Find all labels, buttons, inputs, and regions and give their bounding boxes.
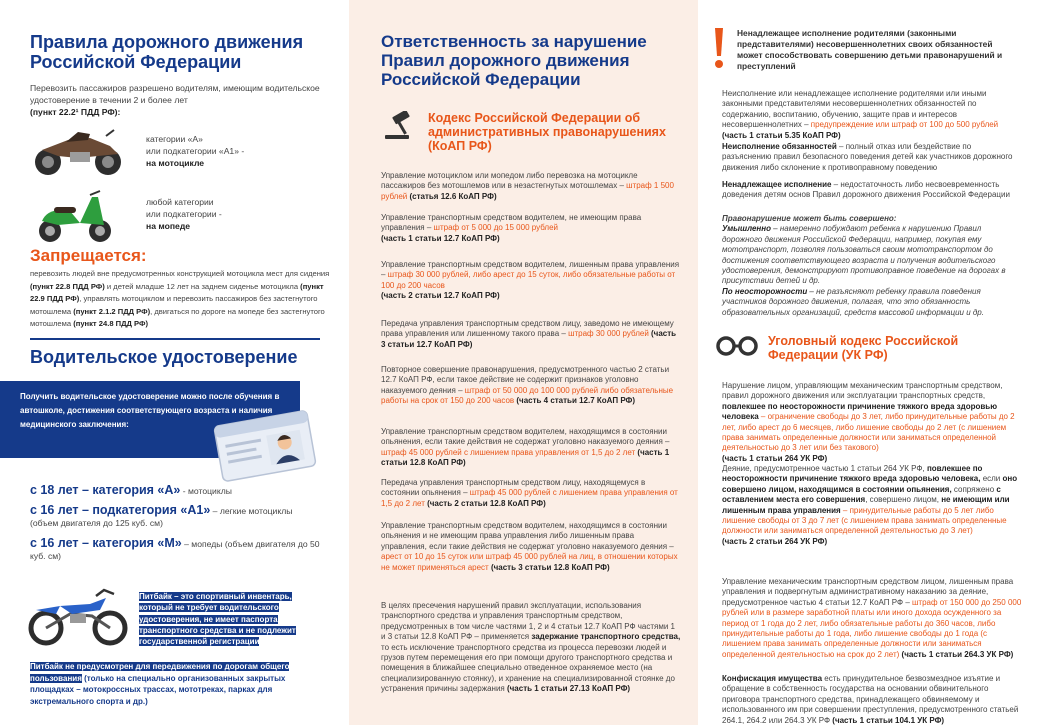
responsibility-title: Ответственность за нарушение Правил дорожного движения Российской Федерации — [381, 32, 647, 89]
koap-item-1: Управление мотоциклом или мопедом либо перевозка на мотоцикле пассажиров без мотошлемов или в незастегнутых мотошлемах – штраф 1 500 рублей (статья 12.6 КоАП РФ) — [381, 171, 674, 201]
forbidden-heading: Запрещается: — [30, 246, 147, 265]
category-a: с 18 лет – категория «А» - мотоциклы — [30, 483, 232, 497]
license-info-text: Получить водительское удостоверение можно после обучения в автошколе, достижения соответствующего возраста и наличия медицинского заключения: — [20, 392, 280, 429]
motorcycle-icon — [28, 122, 128, 178]
parent-duty-text: Неисполнение или ненадлежащее исполнение родителями или иными законными представителями несовершеннолетних обязанностей по содержанию, воспитанию, обучению, защите прав и интересов несовершеннолетних – предупреждение или штраф от 100 до 500 рублей (часть 1 статьи 5.35 КоАП РФ) — [722, 89, 999, 140]
koap-item-5: Повторное совершение правонарушения, предусмотренного частью 2 статьи 12.7 КоАП РФ, если такое действие не содержит признаков уголовно наказуемого деяния – штраф от 50 000 до 100 000 рублей либо обязательные работы на срок от 150 до 200 часов (часть 4 статьи 12.7 КоАП РФ) — [381, 365, 674, 406]
koap-heading: Кодекс Российской Федерации об административных правонарушениях (КоАП РФ) — [428, 111, 666, 153]
uk-item-3: Управление механическим транспортным средством лицом, лишенным права управления и подвергнутым административному наказанию за деяние, предусмотренное частью 4 статьи 12.7 КоАП РФ – штраф от 150 000 до 250 000 рублей или в размере заработной платы или иного дохода осужденного за период от 1 года до 2 лет, либо обязательные работы до 360 часов, либо принудительные работы до 1 года, либо лишение свободы до 1 года (с лишением права занимать определенные должности или заниматься определенной деятельностью на срок до 2 лет) (часть 1 статьи 264.3 УК РФ) — [722, 577, 1022, 659]
category-m: с 16 лет – категория «М» – мопеды (объем двигателя до 50 куб. см) — [30, 536, 320, 561]
pitbike-icon — [26, 584, 131, 646]
exclamation-icon — [712, 26, 726, 70]
koap-item-6: Управление транспортным средством водителем, находящимся в состоянии опьянения, если такие действия не содержат уголовно наказуемого деяния – штраф 45 000 рублей с лишением права управления от 1,5 до 2 лет (часть 1 статьи 12.8 КоАП РФ) — [381, 427, 670, 468]
category-a1: с 16 лет – подкатегория «А1» – легкие мотоциклы (объем двигателя до 125 куб. см) — [30, 503, 293, 528]
uk-item-2: Деяние, предусмотренное частью 1 статьи 264 УК РФ, повлекшее по неосторожности причинение тяжкого вреда здоровью человека, если оно совершено лицом, находящимся в состоянии опьянения, сопряжено с оставлением места его совершения, совершено лицом, не имеющим или лишенным права управления – принудительные работы до 5 лет либо лишение свободы от 3 до 7 лет (с лишением права занимать определенные должности или заниматься определенной деятельностью до 3 лет) (часть 2 статьи 264 УК РФ) — [722, 464, 1018, 546]
koap-item-4: Передача управления транспортным средством лицу, заведомо не имеющему права управления или лишенному такого права – штраф 30 000 рублей (часть 3 статьи 12.7 КоАП РФ) — [381, 319, 677, 349]
koap-item-9: В целях пресечения нарушений правил эксплуатации, использования транспортного средства и управления транспортным средством, предусмотренных в том числе частями 1, 2 и 4 статьи 12.7 КоАП РФ частями 1 и 3 статьи 12.8 КоАП РФ – применяется задержание транспортного средства, то есть исключение транспортного средства из процесса перевозки людей и грузов путем перемещения его при помощи другого транспортного средства и помещения в ближайшее специально отведенное охраняемое место (на специализированную стоянку), и хранение на специализированной стоянке до устранения причины задержания (часть 1 статьи 27.13 КоАП РФ) — [381, 601, 681, 694]
uk-heading: Уголовный кодекс Российской Федерации (УК РФ) — [768, 334, 959, 362]
koap-item-7: Передача управления транспортным средством лицу, находящемуся в состоянии опьянения – штраф 45 000 рублей с лишением права управления от 1,5 до 2 лет (часть 2 статьи 12.8 КоАП РФ) — [381, 478, 678, 508]
handcuffs-icon — [715, 334, 759, 358]
pitbike-definition: Питбайк – это спортивный инвентарь, который не требует водительского удостоверения, не имеет паспорта транспортного средства и не подлежит государственной регистрации — [139, 592, 296, 647]
license-title: Водительское удостоверение — [30, 347, 298, 367]
offense-forms: Правонарушение может быть совершено: Умышленно – намеренно побуждают ребенка к нарушению Правил дорожного движения Российской Федерации, например, покупая ему мототранспорт, позволяя пользоваться своим мототранспортом до достижения соответствующего возраста и получения водительского удостоверения, демонстрируют противоправное поведение на дорогах в присутствии детей и др. По неосторожности – не разъясняют ребенку правила поведения участников дорожного движения, полагая, что это обязанность образовательных организаций, средств массовой информации и др. — [722, 214, 1006, 317]
scooter-icon — [34, 185, 116, 245]
improper-performance-text: Ненадлежащее исполнение – недостаточность либо несвоевременность доведения детям основ Правил дорожного движения Российской Федерации — [722, 180, 1010, 200]
motorcycle-text: категории «А» или подкатегории «А1» - на мотоцикле — [146, 134, 245, 168]
intro-text: Перевозить пассажиров разрешено водителям, имеющим водительское удостоверение в течении 2 и более лет (пункт 22.2¹ ПДД РФ): — [30, 83, 320, 117]
koap-item-8: Управление транспортным средством водителем, находящимся в состоянии опьянения и не имеющим права управления либо лишенным права управления, если такие действия не содержат уголовно наказуемого деяния – арест от 10 до 15 суток или штраф 45 000 рублей на лиц, в отношении которых не может применяться арест (часть 3 статьи 12.8 КоАП РФ) — [381, 521, 678, 572]
uk-item-1: Нарушение лицом, управляющим механическим транспортным средством, правил дорожного движения или эксплуатации транспортных средств, повлекшее по неосторожности причинение тяжкого вреда здоровью человека – ограничение свободы до 3 лет, либо принудительные работы до 2 лет, либо арест до 6 месяцев, либо лишение свободы до 2 лет (с лишением права занимать определенные должности или заниматься определенной деятельностью до 3 лет или без такового) (часть 1 статьи 264 УК РФ) — [722, 381, 1015, 463]
uk-item-4: Конфискация имущества есть принудительное безвозмездное изъятие и обращение в собственность государства на основании обвинительного приговора транспортного средства, принадлежащего обвиняемому и использованного им при совершении преступления, предусмотренного статьей 264.1, 264.2 или 264.3 УК РФ (часть 1 статьи 104.1 УК РФ) — [722, 674, 1019, 725]
non-performance-text: Неисполнение обязанностей – полный отказ или бездействие по разъяснению правил безопасного поведения детей как участников дорожного движения либо склонение к противоправному поведению — [722, 142, 1013, 172]
koap-item-2: Управление транспортным средством водителем, не имеющим права управления – штраф от 5 000 до 15 000 рублей (часть 1 статьи 12.7 КоАП РФ) — [381, 213, 642, 243]
moped-text: любой категории или подкатегории - на мопеде — [146, 197, 222, 231]
divider — [30, 338, 320, 340]
pitbike-note: Питбайк не предусмотрен для передвижения по дорогам общего пользования (только на специально организованных закрытых площадках – мотокроссных трассах, мототреках, парках для экстремального спорта и др.) — [30, 662, 290, 706]
gavel-icon — [381, 111, 421, 141]
license-card-icon — [210, 410, 320, 482]
warning-heading: Ненадлежащее исполнение родителями (законными представителями) несовершеннолетних своих обязанностей может способствовать совершению детьми правонарушений и преступлений — [737, 28, 1003, 71]
forbidden-text: перевозить людей вне предусмотренных конструкцией мотоцикла мест для сидения (пункт 22.8 ПДД РФ) и детей младше 12 лет на заднем сиденье мотоцикла (пункт 22.9 ПДД РФ), управлять мотоциклом и перевозить пассажиров без застегнутого мотошлема (пункт 2.1.2 ПДД РФ), двигаться по дороге на мопеде без застегнутого мотошлема (пункт 24.8 ПДД РФ) — [30, 269, 330, 328]
page-title: Правила дорожного движения Российской Федерации — [30, 32, 304, 72]
koap-item-3: Управление транспортным средством водителем, лишенным права управления – штраф 30 000 рублей, либо арест до 15 суток, либо обязательные работы от 100 до 200 часов (часть 2 статьи 12.7 КоАП РФ) — [381, 260, 680, 301]
